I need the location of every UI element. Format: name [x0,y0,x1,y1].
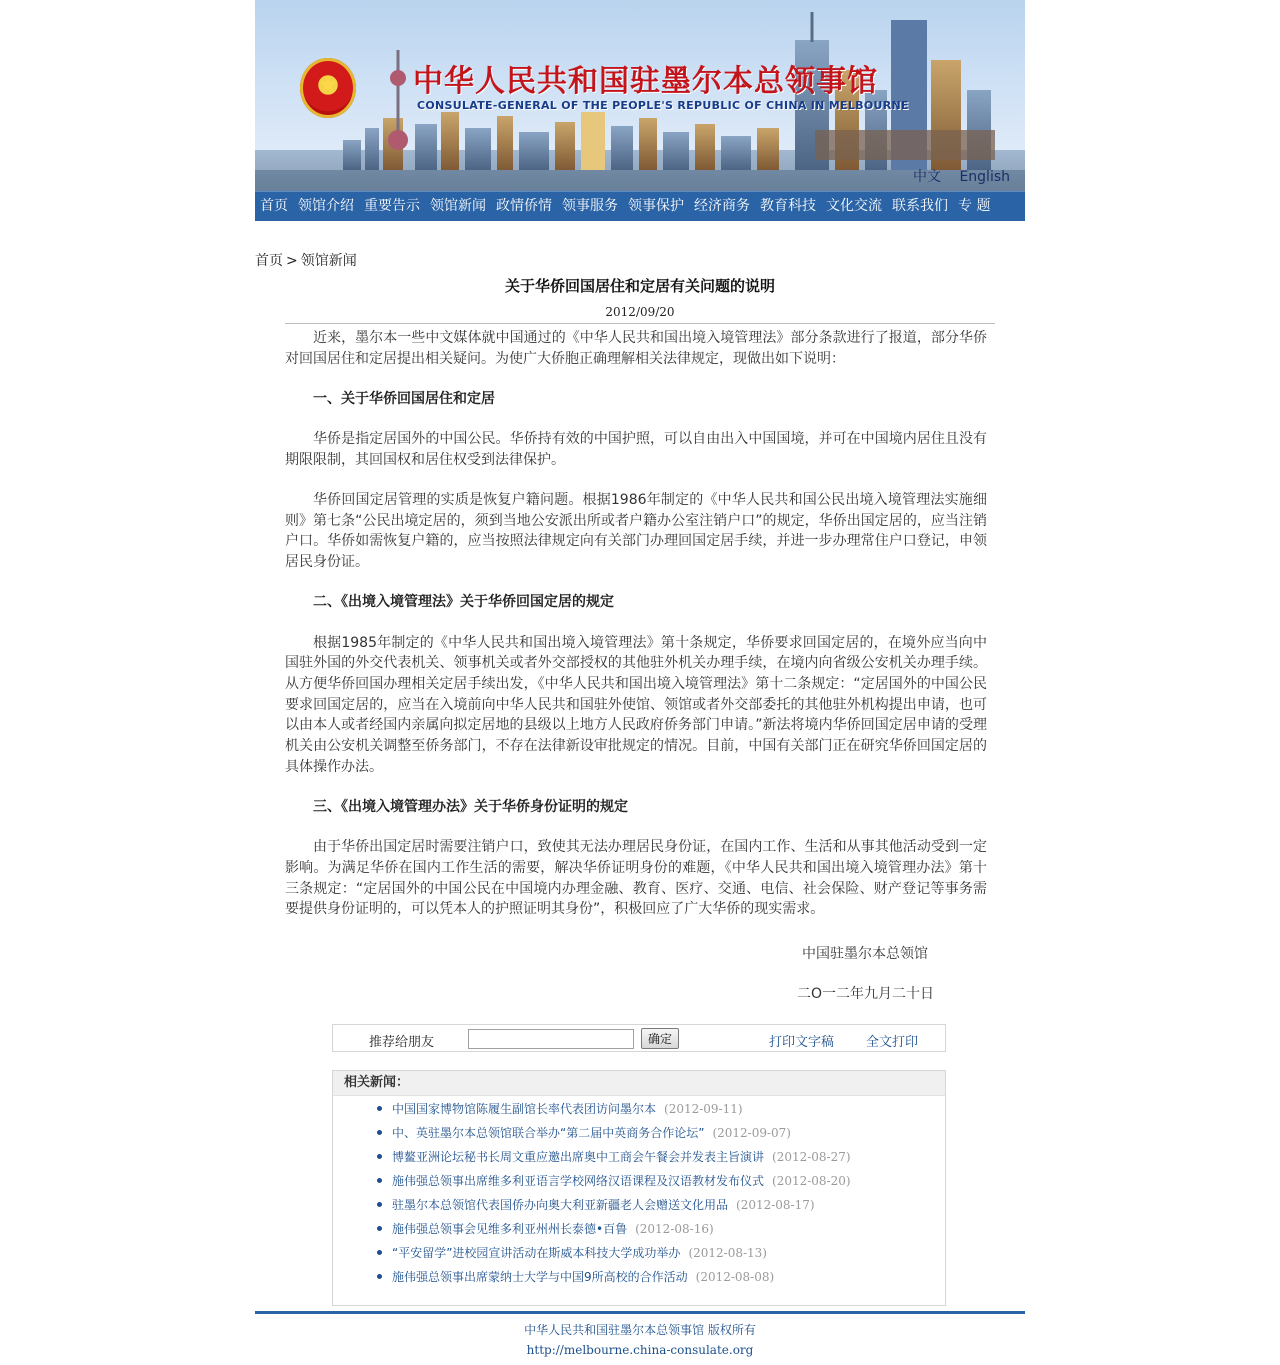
nav-item-consular-services[interactable]: 领事服务 [562,198,618,214]
nav-item-contact[interactable]: 联系我们 [892,198,948,214]
nav-item-home[interactable]: 首页 [260,198,288,214]
language-link-chinese[interactable]: 中文 [913,169,941,185]
related-news-link[interactable]: 中、英驻墨尔本总领馆联合举办“第二届中英商务合作论坛” [392,1126,705,1140]
list-item [377,1265,851,1289]
related-news-list [377,1097,851,1289]
language-switcher [913,166,1024,186]
list-item [377,1097,851,1121]
recommend-bar [332,1024,946,1052]
nav-item-about[interactable]: 领馆介绍 [298,198,354,214]
nav-item-news[interactable]: 领馆新闻 [430,198,486,214]
article-section-heading: 一、关于华侨回国居住和定居 [313,390,495,407]
article-paragraph: 根据1985年制定的《中华人民共和国出境入境管理法》第十条规定，华侨要求回国定居的，在境外应当向中国驻外国的外交代表机关、领事机关或者外交部授权的其他驻外机关办理手续，在境内向省级公安机关办理手续。从方便华侨回国办理相关定居手续出发，《中华人民共和国出境入境管理法》第十二条规定：“定居国外的中国公民要求回国定居的，应当在入境前向中华人民共和国驻外使馆、领馆或者外交部委托的其他驻外机构提出申请，也可以由本人或者经国内亲属向拟定居地的县级以上地方人民政府侨务部门申请。”新法将境内华侨回国定居申请的受理机关由公安机关调整至侨务部门，不存在法律新设审批规定的情况。目前，中国有关部门正在研究华侨回国定居的具体操作办法。 [285,634,987,775]
bullet-icon [377,1106,382,1111]
related-news-date: (2012-09-07) [712,1126,791,1140]
recommend-email-input[interactable] [468,1029,634,1049]
nav-item-education-tech[interactable]: 教育科技 [760,198,816,214]
print-text-link[interactable]: 打印文字稿 [769,1035,835,1050]
bullet-icon [377,1202,382,1207]
recommend-label: 推荐给朋友 [369,1035,435,1050]
article-title: 关于华侨回国居住和定居有关问题的说明 [504,277,775,295]
list-item [377,1193,851,1217]
related-news-date: (2012-08-13) [688,1246,767,1260]
article-section-heading: 三、《出境入境管理办法》关于华侨身份证明的规定 [313,798,628,815]
article-section-heading: 二、《出境入境管理法》关于华侨回国定居的规定 [313,594,614,611]
list-item [377,1121,851,1145]
article-sign-date: 二O一二年九月二十日 [797,986,935,1002]
related-news-heading: 相关新闻： [333,1071,945,1096]
bullet-icon [377,1250,382,1255]
title-divider [285,323,995,324]
related-news-date: (2012-09-11) [664,1102,743,1116]
related-news-link[interactable]: 施伟强总领事出席维多利亚语言学校网络汉语课程及汉语教材发布仪式 [392,1174,765,1188]
list-item [377,1145,851,1169]
article-paragraph: 华侨回国定居管理的实质是恢复户籍问题。根据1986年制定的《中华人民共和国公民出境入境管理法实施细则》第七条“公民出境定居的，须到当地公安派出所或者户籍办公室注销户口”的规定，华侨出国定居的，应当注销户口。华侨如需恢复户籍的，应当按照法律规定向有关部门办理回国定居手续，并进一步办理常住户口登记，申领居民身份证。 [285,492,987,571]
nav-item-overseas-affairs[interactable]: 政情侨情 [496,198,552,214]
related-news-link[interactable]: “平安留学”进校园宣讲活动在斯威本科技大学成功举办 [392,1246,681,1260]
related-news [332,1070,946,1306]
related-news-link[interactable]: 中国国家博物馆陈履生副馆长率代表团访问墨尔本 [392,1102,657,1116]
list-item [377,1169,851,1193]
related-news-link[interactable]: 施伟强总领事会见维多利亚州州长泰德•百鲁 [392,1222,628,1236]
language-link-english[interactable]: English [959,169,1011,185]
article-date: 2012/09/20 [605,305,675,319]
bullet-icon [377,1178,382,1183]
nav-item-topics[interactable]: 专 题 [958,198,991,214]
bullet-icon [377,1130,382,1135]
nav-item-consular-protection[interactable]: 领事保护 [628,198,684,214]
footer-url-link[interactable]: http://melbourne.china-consulate.org [526,1343,754,1357]
related-news-date: (2012-08-27) [772,1150,851,1164]
article-paragraph: 近来，墨尔本一些中文媒体就中国通过的《中华人民共和国出境入境管理法》部分条款进行了报道，部分华侨对回国居住和定居提出相关疑问。为使广大侨胞正确理解相关法律规定，现做出如下说明： [285,330,987,367]
related-news-date: (2012-08-08) [695,1270,775,1284]
nav-item-notices[interactable]: 重要告示 [364,198,420,214]
recommend-submit-button[interactable]: 确定 [641,1028,679,1049]
footer-copyright: 中华人民共和国驻墨尔本总领事馆 版权所有 [524,1323,756,1337]
related-news-date: (2012-08-16) [635,1222,714,1236]
article-paragraph: 由于华侨出国定居时需要注销户口，致使其无法办理居民身份证，在国内工作、生活和从事其他活动受到一定影响。为满足华侨在国内工作生活的需要，解决华侨证明身份的难题，《中华人民共和国出境入境管理办法》第十三条规定：“定居国外的中国公民在中国境内办理金融、教育、医疗、交通、电信、社会保险、财产登记等事务需要提供身份证明的，可以凭本人的护照证明其身份”，积极回应了广大华侨的现实需求。 [285,839,987,918]
article-paragraph: 华侨是指定居国外的中国公民。华侨持有效的中国护照，可以自由出入中国国境，并可在中国境内居住且没有期限限制，其回国权和居住权受到法律保护。 [285,431,987,468]
related-news-link[interactable]: 施伟强总领事出席蒙纳士大学与中国9所高校的合作活动 [392,1270,688,1284]
bullet-icon [377,1226,382,1231]
print-all-link[interactable]: 全文打印 [866,1035,919,1050]
list-item [377,1217,851,1241]
nav-item-economy-trade[interactable]: 经济商务 [694,198,750,214]
page-wrapper [255,0,1025,221]
article-body [285,328,987,939]
nav-item-culture[interactable]: 文化交流 [826,198,882,214]
national-emblem-icon [300,58,356,118]
main-nav [255,191,1025,221]
breadcrumb-separator: > [286,253,298,269]
header-banner [255,0,1025,191]
site-title-cn: 中华人民共和国驻墨尔本总领事馆 [413,64,878,99]
related-news-link[interactable]: 博鳌亚洲论坛秘书长周文重应邀出席奥中工商会午餐会并发表主旨演讲 [392,1150,765,1164]
site-title-en: CONSULATE-GENERAL OF THE PEOPLE'S REPUBLIC OF CHINA IN MELBOURNE [417,99,909,112]
breadcrumb [255,250,357,270]
related-news-link[interactable]: 驻墨尔本总领馆代表国侨办向奥大利亚新疆老人会赠送文化用品 [392,1198,729,1212]
related-news-date: (2012-08-20) [772,1174,851,1188]
footer-divider [255,1311,1025,1314]
article-signature: 中国驻墨尔本总领馆 [802,946,928,962]
list-item [377,1241,851,1265]
breadcrumb-home-link[interactable]: 首页 [255,253,283,269]
bullet-icon [377,1274,382,1279]
related-news-date: (2012-08-17) [736,1198,815,1212]
breadcrumb-current[interactable]: 领馆新闻 [300,253,357,269]
bullet-icon [377,1154,382,1159]
